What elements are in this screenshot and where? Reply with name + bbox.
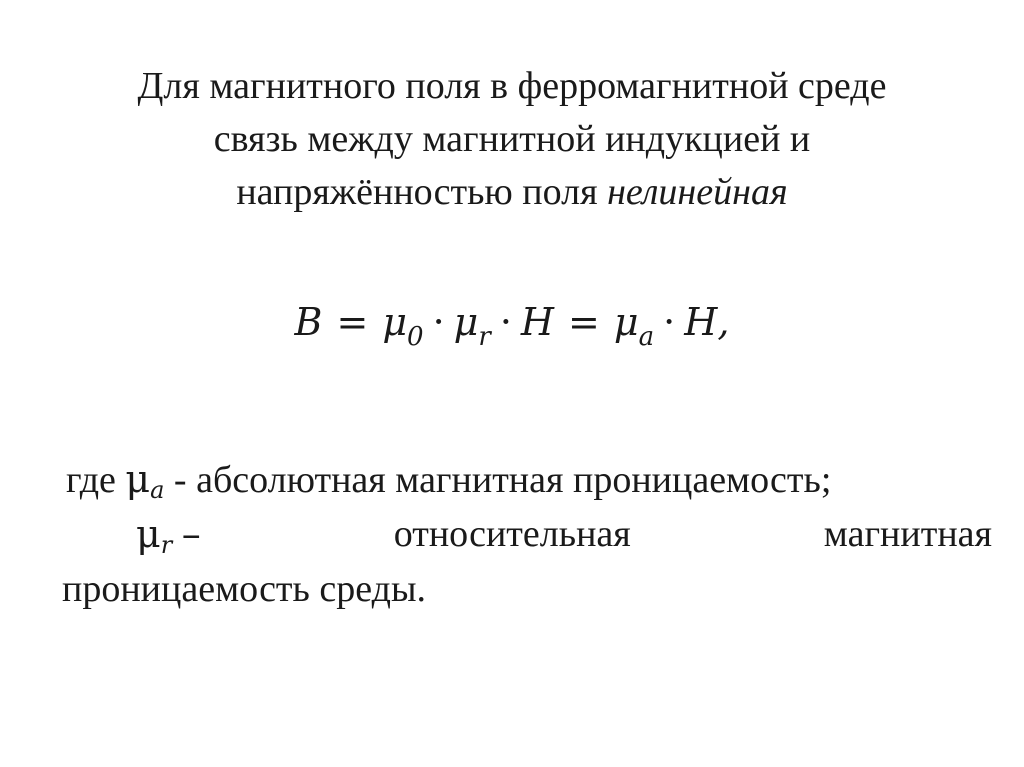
symbol-mu-a (125, 457, 165, 504)
definition-permeability-of-medium: проницаемость среды. (62, 568, 426, 610)
subscript-r: r (160, 531, 173, 559)
definition-where: где (66, 459, 116, 501)
formula-dot-1: · (432, 300, 445, 344)
formula-mu-symbol: μ (613, 300, 639, 344)
formula-comma: , (717, 300, 730, 344)
mu-symbol: μ (136, 512, 161, 556)
formula-mu-symbol: μ (453, 300, 479, 344)
definition-relative-permeability (62, 507, 992, 562)
heading-line-3 (40, 166, 984, 219)
formula-subscript-r: r (478, 322, 491, 352)
formula-mu-0 (382, 300, 424, 352)
heading-emphasis-nonlinear: нелинейная (607, 171, 788, 213)
formula-mu-r (453, 300, 491, 352)
slide-heading (40, 60, 984, 219)
induction-formula (0, 292, 1024, 352)
formula-mu-a (613, 300, 655, 352)
definition-word-relative: относительная (393, 513, 631, 555)
mu-symbol: μ (125, 457, 151, 501)
formula-dot-3: · (663, 300, 676, 344)
formula-subscript-0: 0 (407, 322, 424, 352)
formula-symbol-h: H (520, 300, 555, 344)
formula-symbol-h-2: H (684, 300, 718, 344)
definitions-block (62, 452, 992, 616)
formula-symbol-b: B (294, 300, 323, 344)
heading-line-3-text: напряжённостью поля (236, 171, 598, 213)
definition-absolute-text: - абсолютная магнитная проницаемость; (173, 459, 832, 501)
formula-equals-1: = (336, 300, 369, 344)
formula-mu-symbol: μ (382, 300, 408, 344)
formula-equals-2: = (568, 300, 600, 344)
heading-line-2: связь между магнитной индукцией и (213, 118, 811, 160)
formula-subscript-a: a (638, 322, 655, 352)
subscript-a: a (150, 476, 165, 504)
definition-word-magnetic: магнитная (823, 513, 992, 555)
symbol-mu-r-group (136, 507, 201, 562)
formula-dot-2: · (499, 300, 512, 344)
definition-absolute-permeability (62, 452, 992, 507)
heading-line-1: Для магнитного поля в ферромагнитной среде (137, 65, 887, 107)
definition-dash: – (181, 512, 201, 556)
symbol-mu-r (136, 512, 173, 559)
